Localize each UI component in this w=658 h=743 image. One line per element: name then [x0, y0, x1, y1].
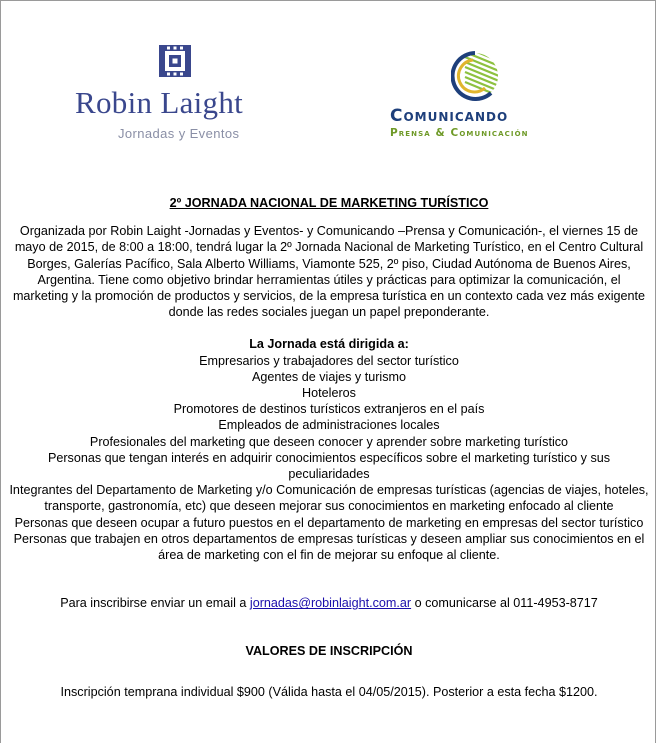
intro-paragraph: Organizada por Robin Laight -Jornadas y Eventos- y Comunicando –Prensa y Comunicación-, el viernes 15 de mayo de 2015, de 8:00 a 18:00, tendrá lugar la 2º Jornada Nacional de Marketing Turístico, en el Centro Cultural Borges, Galerías Pacífico, Sala Alberto Williams, Viamonte 525, 2º piso, Ciudad Autónoma de Buenos Aires, Argentina. Tiene como objetivo brindar herramientas útiles y prácticas para optimizar la comunicación, el marketing y la promoción de productos y servicios, de la empresa turística en un contexto cada vez más exigente donde las redes sociales juegan un papel preponderante. [12, 224, 646, 320]
signup-prefix: Para inscribirse enviar un email a [60, 596, 250, 611]
document-body [9, 195, 649, 700]
audience-item: Hoteleros [302, 386, 356, 401]
audience-item: Agentes de viajes y turismo [252, 369, 406, 384]
robin-laight-logo [73, 45, 279, 145]
event-title: 2º JORNADA NACIONAL DE MARKETING TURÍSTICO [169, 196, 489, 210]
green-swirl-icon [451, 51, 499, 101]
signup-email-link[interactable]: jornadas@robinlaight.com.ar [249, 596, 412, 611]
comunicando-tagline: Prensa & Comunicación [390, 127, 529, 139]
comunicando-wordmark: Comunicando [390, 106, 509, 126]
castle-emblem-icon [159, 45, 191, 77]
comunicando-logo [389, 51, 581, 146]
robin-laight-tagline: Jornadas y Eventos [118, 126, 240, 141]
early-price-line: Inscripción temprana individual $900 (Válida hasta el 04/05/2015). Posterior a esta fecha $1200. [60, 684, 598, 699]
signup-line [9, 595, 649, 611]
robin-laight-wordmark: Robin Laight [75, 85, 244, 120]
audience-item: Empleados de administraciones locales [218, 418, 440, 433]
pricing-heading: VALORES DE INSCRIPCIÓN [245, 644, 413, 659]
audience-item: Personas que tengan interés en adquirir conocimientos específicos sobre el marketing turístico y sus peculiaridades [47, 450, 611, 482]
audience-heading: La Jornada está dirigida a: [249, 337, 409, 352]
audience-item: Personas que trabajen en otros departamentos de empresas turísticas y deseen ampliar sus conocimientos en el área de marketing con el fin de mejorar su enfoque al cliente. [13, 531, 645, 563]
audience-item: Empresarios y trabajadores del sector turístico [199, 353, 459, 368]
audience-list [9, 353, 649, 564]
audience-item: Integrantes del Departamento de Marketing y/o Comunicación de empresas turísticas (agencias de viajes, hoteles, transporte, gastronomía, etc) que deseen mejorar sus conocimientos en marketing enfocado al cliente [9, 483, 649, 514]
audience-item: Promotores de destinos turísticos extranjeros en el país [173, 402, 485, 417]
audience-item: Personas que deseen ocupar a futuro puestos en el departamento de marketing en empresas del sector turístico [14, 515, 644, 530]
audience-item: Profesionales del marketing que deseen conocer y aprender sobre marketing turístico [89, 434, 569, 449]
signup-suffix: o comunicarse al 011-4953-8717 [411, 596, 598, 611]
